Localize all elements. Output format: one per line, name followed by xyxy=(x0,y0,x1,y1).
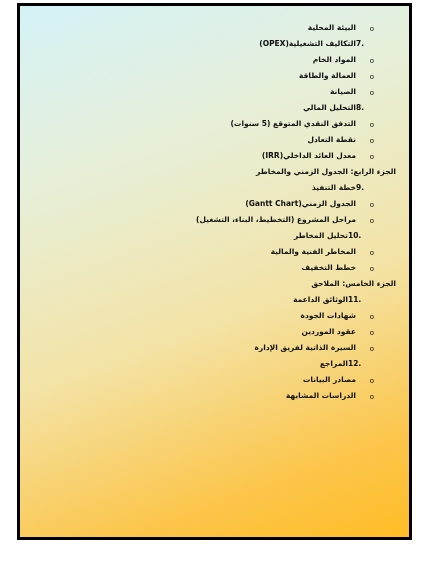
part-heading xyxy=(82,164,396,180)
item-text: العمالة والطاقة xyxy=(298,71,356,80)
bullet-item xyxy=(82,148,382,164)
bullet-item xyxy=(82,132,382,148)
part-heading-text: الجزء الرابع: الجدول الزمني والمخاطر xyxy=(256,167,396,176)
part-heading xyxy=(82,276,396,292)
item-text: البيئة المحلية xyxy=(307,23,356,32)
bullet-item xyxy=(82,196,382,212)
bullet-item xyxy=(82,244,382,260)
item-text: التدفق النقدي المتوقع (5 سنوات) xyxy=(230,119,356,128)
item-text: الجدول الزمني(Gantt Chart) xyxy=(245,199,356,208)
numbered-heading xyxy=(82,36,382,52)
heading-text: المراجع xyxy=(319,359,348,368)
heading-number: 10. xyxy=(348,231,362,240)
item-text: معدل العائد الداخلي(IRR) xyxy=(261,151,356,160)
item-text: السيرة الذاتية لفريق الإدارة xyxy=(254,343,356,352)
numbered-heading xyxy=(82,180,382,196)
heading-number: 11. xyxy=(348,295,362,304)
numbered-heading xyxy=(82,292,382,308)
item-text: خطط التخفيف xyxy=(301,263,356,272)
item-text: عقود الموردين xyxy=(301,327,356,336)
heading-number: 7. xyxy=(356,39,365,48)
item-text: نقطة التعادل xyxy=(307,135,356,144)
numbered-heading xyxy=(82,100,382,116)
numbered-heading xyxy=(82,356,382,372)
bullet-item xyxy=(82,116,382,132)
bullet-item xyxy=(82,340,382,356)
heading-number: 12. xyxy=(348,359,362,368)
bullet-item xyxy=(82,52,382,68)
bullet-item xyxy=(82,20,382,36)
bullet-item xyxy=(82,260,382,276)
part-heading-text: الجزء الخامس: الملاحق xyxy=(311,279,396,288)
bullet-item xyxy=(82,372,382,388)
bullet-item xyxy=(82,84,382,100)
bullet-item xyxy=(82,68,382,84)
heading-text: خطة التنفيذ xyxy=(311,183,356,192)
heading-text: التحليل المالي xyxy=(303,103,356,112)
bullet-item xyxy=(82,308,382,324)
bullet-item xyxy=(82,388,382,404)
item-text: شهادات الجودة xyxy=(300,311,356,320)
table-of-contents xyxy=(82,20,396,404)
item-text: مراحل المشروع (التخطيط، البناء، التشغيل) xyxy=(196,215,356,224)
bullet-item xyxy=(82,212,382,228)
heading-text: تحليل المخاطر xyxy=(293,231,348,240)
heading-text: التكاليف التشغيلية(OPEX) xyxy=(259,39,356,48)
item-text: المخاطر الفنية والمالية xyxy=(270,247,356,256)
numbered-heading xyxy=(82,228,382,244)
heading-number: 8. xyxy=(356,103,365,112)
item-text: الدراسات المشابهة xyxy=(285,391,356,400)
heading-text: الوثائق الداعمة xyxy=(293,295,348,304)
item-text: مصادر البيانات xyxy=(302,375,356,384)
item-text: المواد الخام xyxy=(312,55,356,64)
heading-number: 9. xyxy=(356,183,365,192)
item-text: الصيانة xyxy=(329,87,356,96)
bullet-item xyxy=(82,324,382,340)
